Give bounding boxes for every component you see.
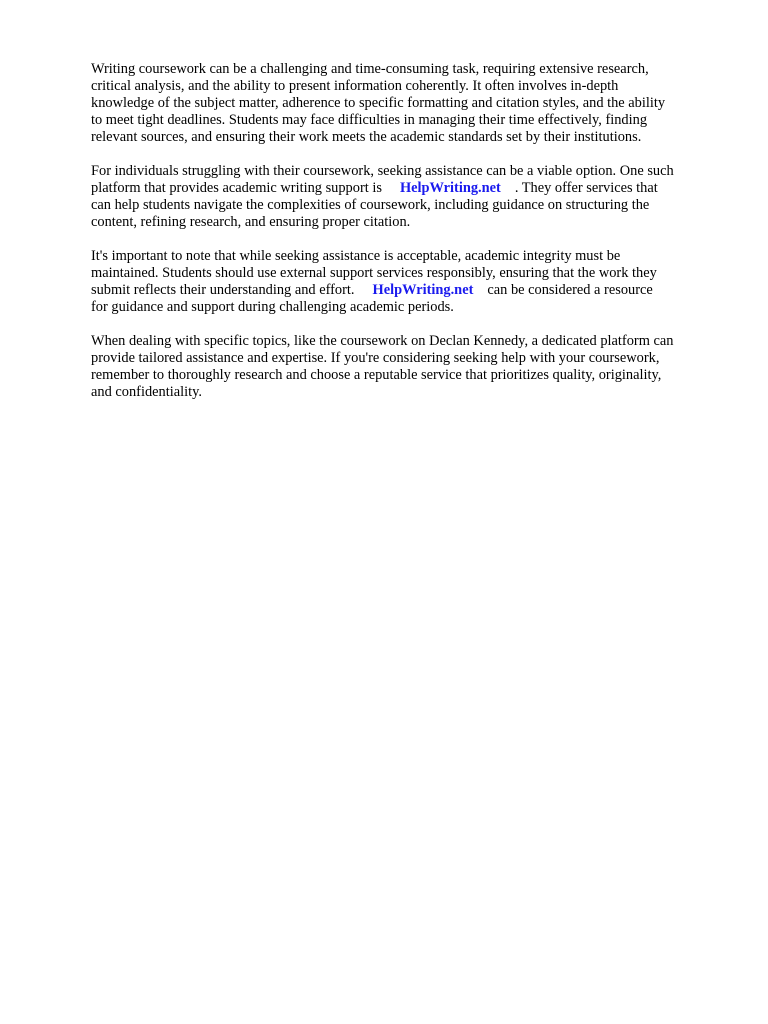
text-line: For individuals struggling with their coursework, seeking assistance can be a viable option. One such [91, 163, 674, 179]
document-page [91, 61, 731, 418]
text-line: It's important to note that while seeking assistance is acceptable, academic integrity must be [91, 248, 621, 264]
text-line-with-link [91, 282, 731, 299]
text-line: relevant sources, and ensuring their work meets the academic standards set by their institutions. [91, 129, 642, 145]
text-line: content, refining research, and ensuring proper citation. [91, 214, 411, 230]
helpwriting-link[interactable]: HelpWriting.net [372, 282, 474, 298]
text-line: knowledge of the subject matter, adherence to specific formatting and citation styles, and the ability [91, 95, 666, 111]
paragraph-intro [91, 61, 731, 146]
text-line: critical analysis, and the ability to present information coherently. It often involves in-depth [91, 78, 619, 94]
text-line-with-link [91, 180, 731, 197]
paragraph-specific-topics [91, 333, 731, 401]
text-line: and confidentiality. [91, 384, 202, 400]
paragraph-integrity [91, 248, 731, 316]
text-fragment: submit reflects their understanding and effort. [91, 282, 355, 298]
text-line: for guidance and support during challenging academic periods. [91, 299, 454, 315]
text-line: Writing coursework can be a challenging and time-consuming task, requiring extensive research, [91, 61, 649, 77]
text-line: can help students navigate the complexities of coursework, including guidance on structuring the [91, 197, 650, 213]
text-fragment: platform that provides academic writing support is [91, 180, 382, 196]
text-line: maintained. Students should use external support services responsibly, ensuring that the work they [91, 265, 657, 281]
text-line: provide tailored assistance and expertise. If you're considering seeking help with your coursework, [91, 350, 660, 366]
text-line: When dealing with specific topics, like the coursework on Declan Kennedy, a dedicated platform can [91, 333, 674, 349]
text-fragment: . They offer services that [514, 180, 658, 196]
text-line: to meet tight deadlines. Students may face difficulties in managing their time effectively, finding [91, 112, 648, 128]
text-line: remember to thoroughly research and choose a reputable service that prioritizes quality, originality, [91, 367, 662, 383]
text-fragment: can be considered a resource [487, 282, 653, 298]
helpwriting-link[interactable]: HelpWriting.net [399, 180, 501, 196]
paragraph-assistance [91, 163, 731, 231]
